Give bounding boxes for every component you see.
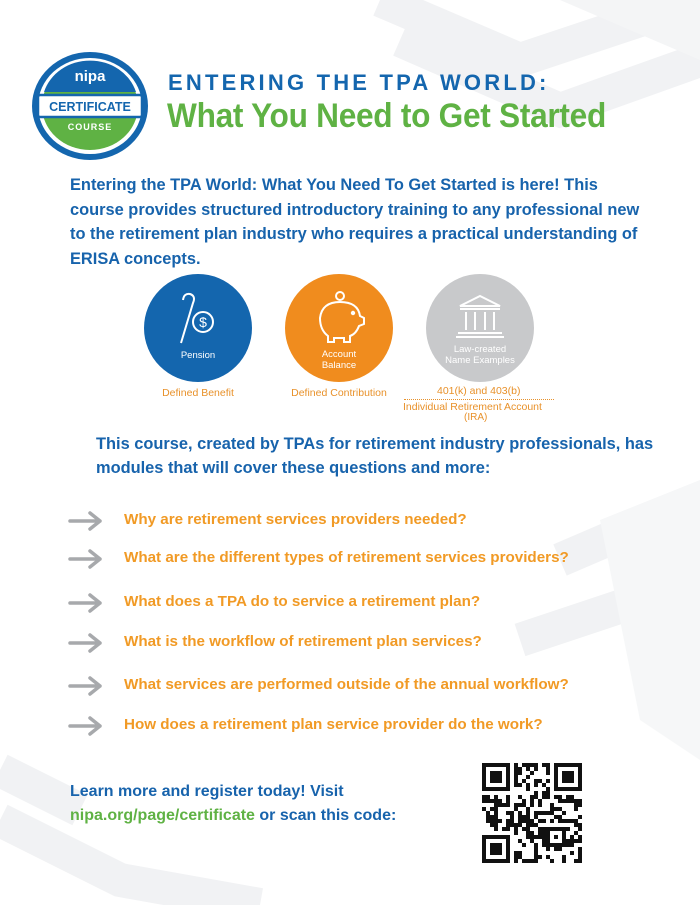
arrow-right-icon (68, 632, 106, 654)
pension-circle (144, 274, 252, 382)
footer-scan-text: or scan this code: (254, 807, 397, 824)
account-label-1: Account (321, 349, 357, 360)
pension-label: Pension (180, 350, 216, 361)
law-caption-2: Individual Retirement Account (403, 401, 542, 413)
defined-contribution-caption: Defined Contribution (291, 387, 387, 399)
account-label-2: Balance (321, 360, 357, 371)
law-caption-3: (IRA) (464, 412, 488, 423)
course-intro-paragraph: This course, created by TPAs for retirement industry professionals, has modules that will cover these questions and more: (96, 435, 654, 477)
badge-line2: COURSE (67, 122, 113, 132)
qr-code[interactable] (482, 763, 582, 863)
arrow-right-icon (68, 715, 106, 737)
question-text: What services are performed outside of the annual workflow? (124, 676, 569, 693)
badge-brand: nipa (74, 68, 106, 85)
law-label-1: Law-created (453, 344, 507, 355)
arrow-right-icon (68, 592, 106, 614)
defined-benefit-caption: Defined Benefit (162, 387, 234, 399)
question-text: Why are retirement services providers needed? (124, 511, 467, 528)
title-line-2: What You Need to Get Started (167, 97, 607, 135)
intro-paragraph: Entering the TPA World: What You Need To Get Started is here! This course provides structured introductory training to any professional new to the retirement plan industry who requires a practical understanding of ERISA concepts. (70, 176, 640, 268)
question-text: How does a retirement plan service provider do the work? (124, 716, 543, 733)
footer-cta: Learn more and register today! Visit (70, 783, 344, 800)
question-text: What is the workflow of retirement plan services? (124, 633, 482, 650)
footer-line-2 (70, 807, 396, 825)
question-text: What does a TPA do to service a retirement plan? (124, 593, 481, 610)
title-line-1: ENTERING THE TPA WORLD: (168, 70, 550, 95)
certificate-link[interactable]: nipa.org/page/certificate (70, 807, 255, 824)
arrow-right-icon (68, 510, 106, 532)
law-caption-1: 401(k) and 403(b) (437, 385, 521, 397)
account-label (299, 349, 379, 371)
arrow-right-icon (68, 675, 106, 697)
question-text: What are the different types of retirement services providers? (124, 549, 569, 566)
svg-text:$: $ (199, 314, 207, 330)
law-label (436, 344, 524, 366)
badge-line1: CERTIFICATE (49, 100, 131, 114)
law-label-2: Name Examples (445, 355, 515, 366)
arrow-right-icon (68, 548, 106, 570)
law-caption-divider (404, 399, 554, 400)
